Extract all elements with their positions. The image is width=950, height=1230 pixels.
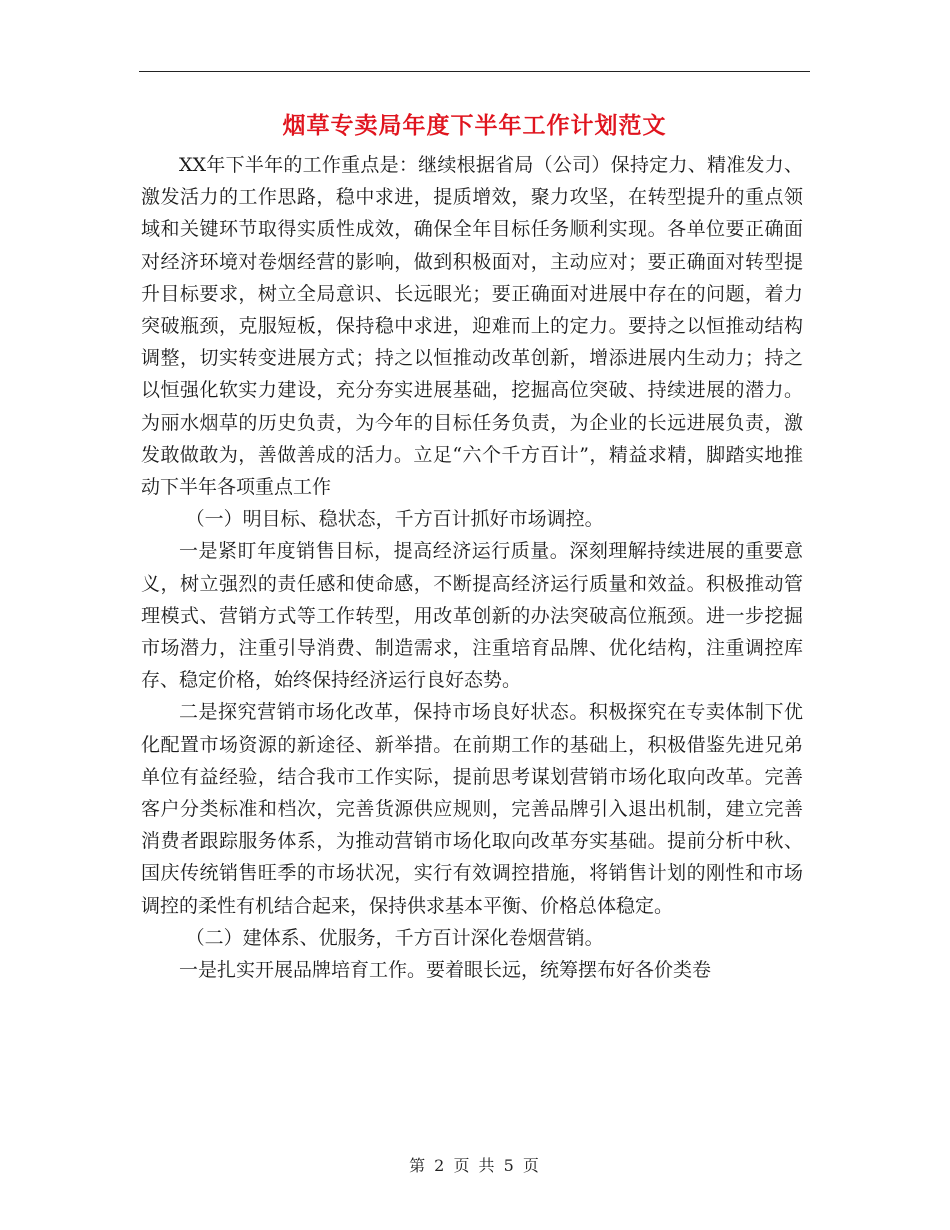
paragraph-intro: XX年下半年的工作重点是：继续根据省局（公司）保持定力、精准发力、激发活力的工作思路，稳中求进，提质增效，聚力攻坚，在转型提升的重点领域和关键环节取得实质性成效，确保全年目标任务顺利实现。各单位要正确面对经济环境对卷烟经营的影响，做到积极面对，主动应对；要正确面对转型提升目标要求，树立全局意识、长远眼光；要正确面对进展中存在的问题，着力突破瓶颈，克服短板，保持稳中求进，迎难而上的定力。要持之以恒推动结构调整，切实转变进展方式；持之以恒推动改革创新，增添进展内生动力；持之以恒强化软实力建设，充分夯实进展基础，挖掘高位突破、持续进展的潜力。为丽水烟草的历史负责，为今年的目标任务负责，为企业的长远进展负责，激发敢做敢为，善做善成的活力。立足“六个千方百计”，精益求精，脚踏实地推动下半年各项重点工作 bbox=[141, 154, 803, 499]
page-number-footer: 第 2 页 共 5 页 bbox=[409, 1156, 541, 1175]
document-title: 烟草专卖局年度下半年工作计划范文 bbox=[282, 112, 667, 139]
section-heading-1: （一）明目标、稳状态，千方百计抓好市场调控。 bbox=[185, 508, 604, 531]
header-rule bbox=[139, 71, 810, 72]
paragraph-2-1: 一是扎实开展品牌培育工作。要着眼长远，统筹摆布好各价类卷 bbox=[179, 959, 712, 982]
paragraph-1-2: 二是探究营销市场化改革，保持市场良好状态。积极探究在专卖体制下优化配置市场资源的新途径、新举措。在前期工作的基础上，积极借鉴先进兄弟单位有益经验，结合我市工作实际，提前思考谋划营销市场化取向改革。完善客户分类标准和档次，完善货源供应规则，完善品牌引入退出机制，建立完善消费者跟踪服务体系，为推动营销市场化取向改革夯实基础。提前分析中秋、国庆传统销售旺季的市场状况，实行有效调控措施，将销售计划的刚性和市场调控的柔性有机结合起来，保持供求基本平衡、价格总体稳定。 bbox=[141, 701, 803, 917]
document-body bbox=[141, 149, 803, 986]
paragraph-1-1: 一是紧盯年度销售目标，提高经济运行质量。深刻理解持续进展的重要意义，树立强烈的责任感和使命感，不断提高经济运行质量和效益。积极推动管理模式、营销方式等工作转型，用改革创新的办法突破高位瓶颈。进一步挖掘市场潜力，注重引导消费、制造需求，注重培育品牌、优化结构，注重调控库存、稳定价格，始终保持经济运行良好态势。 bbox=[141, 540, 803, 692]
section-heading-2: （二）建体系、优服务，千方百计深化卷烟营销。 bbox=[185, 926, 604, 949]
